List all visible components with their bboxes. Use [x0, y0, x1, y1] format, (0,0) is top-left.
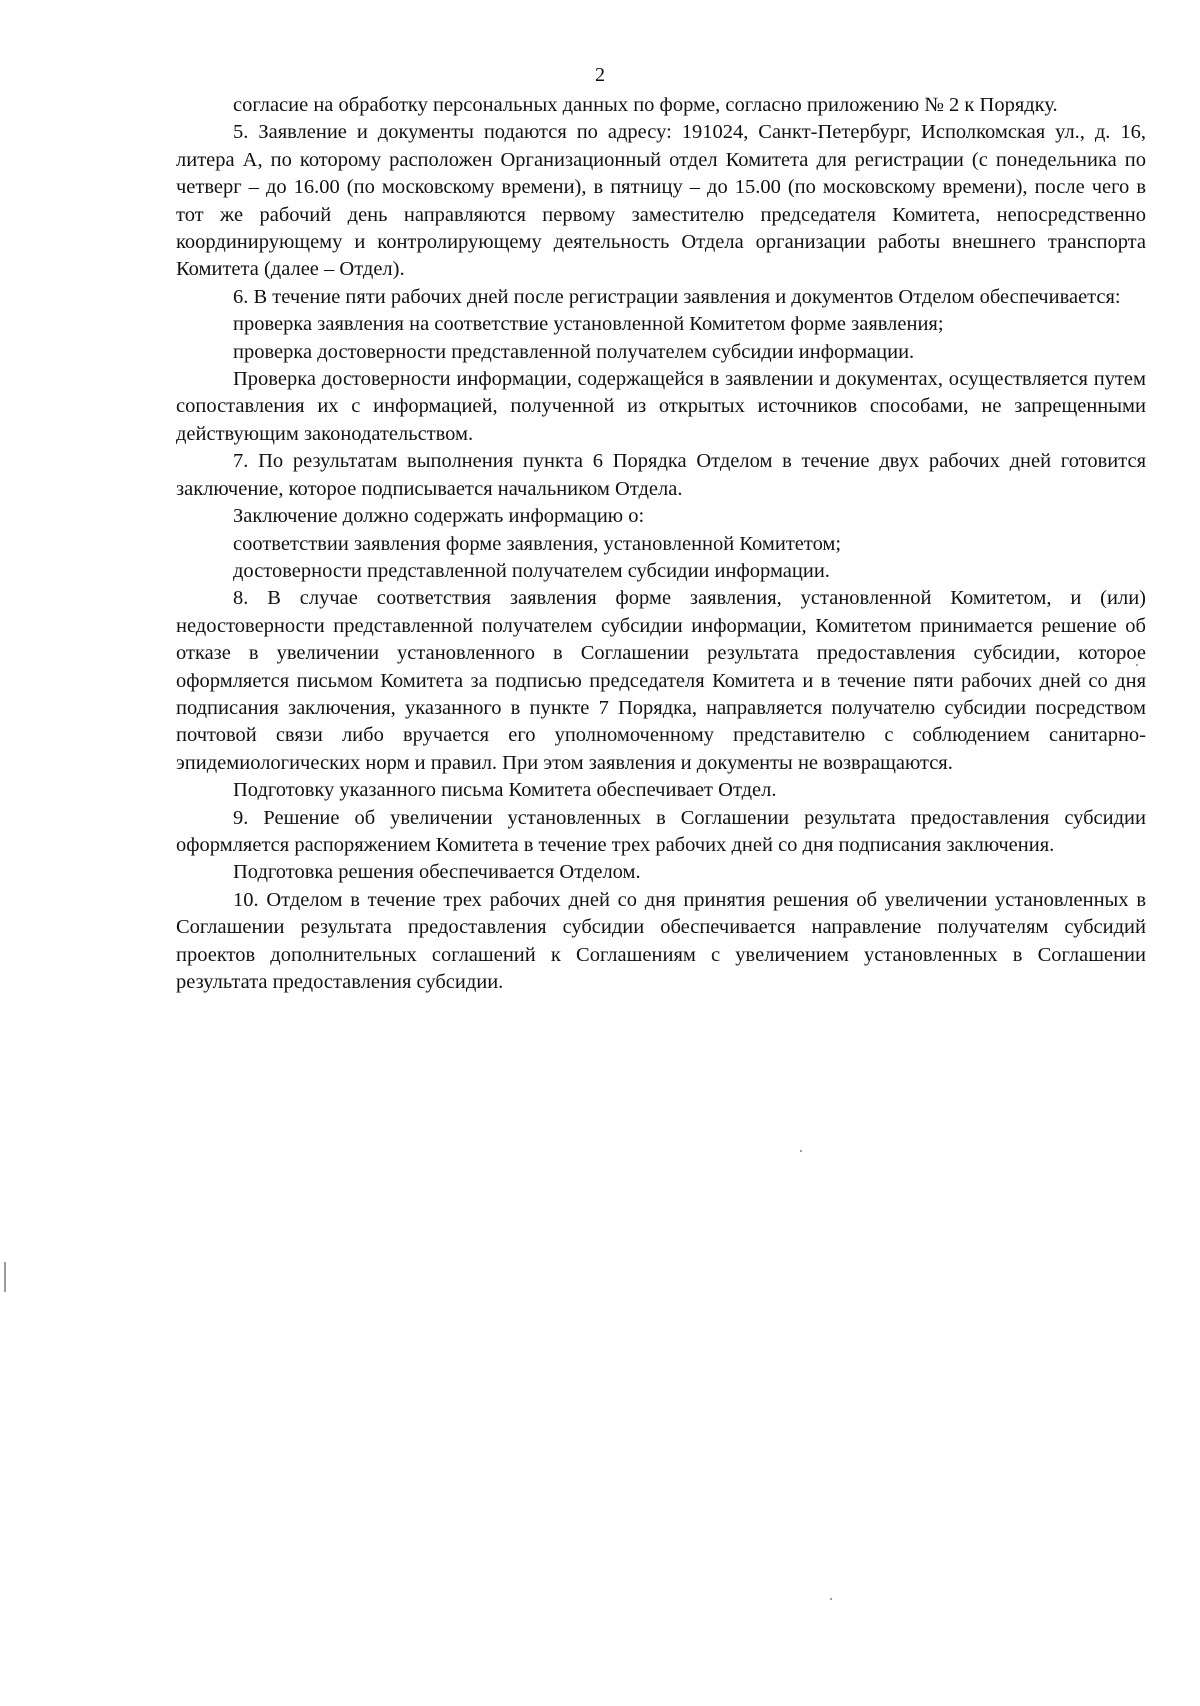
paragraph-verification-method: Проверка достоверности информации, содержащейся в заявлении и документах, осуществляется путем сопоставления их с информацией, полученной из открытых источников способами, не запрещенными действующим законодательством. [176, 368, 1146, 445]
paragraph-letter-preparation: Подготовку указанного письма Комитета обеспечивает Отдел. [233, 779, 777, 802]
paragraph-conclusion-reliability: достоверности представленной получателем субсидии информации. [233, 559, 830, 582]
body-text [176, 92, 1146, 996]
scan-speck [830, 1598, 832, 1600]
scan-speck [1136, 664, 1138, 666]
paragraph-consent-continuation: согласие на обработку персональных данных по форме, согласно приложению № 2 к Порядку. [233, 94, 1058, 116]
paragraph-conclusion-contents: Заключение должно содержать информацию о: [233, 505, 645, 528]
paragraph-check-reliability: проверка достоверности представленной получателем субсидии информации. [233, 340, 915, 363]
scan-margin-mark [4, 1262, 6, 1292]
paragraph-item-10: 10. Отделом в течение трех рабочих дней со дня принятия решения об увеличении установленных в Соглашении результата предоставления субсидии обеспечивается направление получателям субсидий проектов дополнительных соглашений к Соглашениям с увеличением установленных в Соглашении результата предоставления субсидии. [176, 888, 1146, 993]
paragraph-item-9: 9. Решение об увеличении установленных в Соглашении результата предоставления субсидии оформляется распоряжением Комитета в течение трех рабочих дней со дня подписания заключения. [176, 806, 1146, 856]
paragraph-check-form: проверка заявления на соответствие установленной Комитетом форме заявления; [233, 313, 944, 336]
paragraph-conclusion-form: соответствии заявления форме заявления, установленной Комитетом; [233, 532, 842, 555]
paragraph-item-8: 8. В случае соответствия заявления форме заявления, установленной Комитетом, и (или) недостоверности представленной получателем субсидии информации, Комитетом принимается решение об отказе в увеличении установленного в Соглашении результата предоставления субсидии, которое оформляется письмом Комитета за подписью председателя Комитета и в течение пяти рабочих дней со дня подписания заключения, указанного в пункте 7 Порядка, направляется получателю субсидии посредством почтовой связи либо вручается его уполномоченному представителю с соблюдением санитарно-эпидемиологических норм и правил. При этом заявления и документы не возвращаются. [176, 587, 1146, 774]
paragraph-item-7: 7. По результатам выполнения пункта 6 Порядка Отделом в течение двух рабочих дней готовится заключение, которое подписывается начальником Отдела. [176, 450, 1146, 500]
paragraph-decision-preparation: Подготовка решения обеспечивается Отделом. [233, 861, 641, 884]
page-number: 2 [595, 64, 605, 86]
scan-speck [800, 1150, 802, 1152]
paragraph-item-6: 6. В течение пяти рабочих дней после регистрации заявления и документов Отделом обеспечивается: [233, 285, 1121, 308]
paragraph-item-5: 5. Заявление и документы подаются по адресу: 191024, Санкт-Петербург, Исполкомская ул., д. 16, литера А, по которому расположен Организационный отдел Комитета для регистрации (с понедельника по четверг – до 16.00 (по московскому времени), в пятницу – до 15.00 (по московскому времени), после чего в тот же рабочий день направляются первому заместителю председателя Комитета, непосредственно координирующему и контролирующему деятельность Отдела организации работы внешнего транспорта Комитета (далее – Отдел). [176, 121, 1146, 281]
